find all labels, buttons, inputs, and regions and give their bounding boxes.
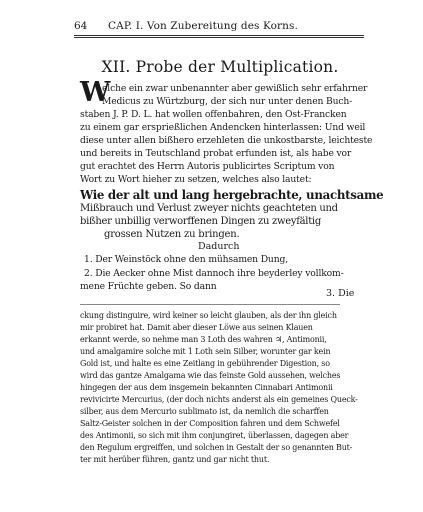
header-rule-double	[74, 37, 364, 38]
dadurch-label: Dadurch	[198, 241, 240, 252]
body-line: Medicus zu Würtzburg, der sich nur unter denen Buch-	[102, 96, 353, 107]
list-item: 1. Der Weinstöck ohne den mühsamen Dung,	[84, 254, 288, 265]
catchword: 3. Die	[326, 288, 355, 299]
body-line: diese unter allen bißhero erzehleten die unkostbarste, leichteste	[80, 135, 373, 146]
drop-cap: W	[80, 77, 111, 108]
body-line: staben J. P. D. L. hat wollen offenbahren, den Ost-Francken	[80, 109, 347, 120]
body-line: und bereits in Teutschland probat erfunden ist, als habe vor	[80, 148, 352, 159]
footnote-line: hingegen der aus dem insgemein bekannten Cinnabari Antimonii	[80, 383, 333, 392]
footnote-line: ckung distinguire, wird keiner so leicht glauben, als der ihn gleich	[80, 311, 337, 320]
footnote-line: Gold ist, und halte es eine Zeitlang in gebührender Digestion, so	[80, 359, 330, 368]
body-line: elche ein zwar unbenannter aber gewißlich sehr erfahrner	[102, 83, 368, 94]
section-title: XII. Probe der Multiplication.	[101, 58, 339, 76]
subheading-line: grossen Nutzen zu bringen.	[104, 229, 240, 240]
body-line: zu einem gar ersprießlichen Andencken hinterlassen: Und weil	[80, 122, 366, 133]
header-rule	[74, 35, 364, 36]
subheading-line: Mißbrauch und Verlust zweyer nichts geachteten und	[80, 203, 338, 214]
body-line: gut erachtet des Herrn Autoris publicirtes Scriptum von	[80, 161, 335, 172]
footnote-line: revivicirte Mercurius, (der doch nichts anderst als ein gemeines Queck-	[80, 395, 358, 404]
footnote-line: den Regulum ergreiffen, und solchen in Gestalt der so genannten But-	[80, 443, 353, 452]
footnote-line: silber, aus dem Mercurio sublimato ist, da nemlich die scharffen	[80, 407, 329, 416]
subheading-line: Wie der alt und lang hergebrachte, unachtsame	[80, 188, 384, 202]
body-line: Wort zu Wort hieher zu setzen, welches also lautet:	[80, 174, 312, 185]
footnote-line: mir probiret hat. Damit aber dieser Löwe aus seinen Klauen	[80, 323, 313, 332]
footnote-line: Saltz-Geister solchen in der Composition fahren und dem Schwefel	[80, 419, 340, 428]
footnote-line: des Antimonii, so sich mit ihm conjungiret, überlassen, dagegen aber	[80, 431, 349, 440]
footnote-line: und amalgamire solche mit 1 Loth sein Silber, worunter gar kein	[80, 347, 331, 356]
subheading-line: bißher unbillig verworffenen Dingen zu zweyfältig	[80, 216, 321, 227]
list-item: mene Früchte geben. So dann	[80, 281, 217, 292]
running-title: CAP. I. Von Zubereitung des Korns.	[108, 20, 298, 32]
footnote-rule	[80, 304, 340, 305]
footnote-line: ter mit herüber führen, gantz und gar nicht thut.	[80, 455, 270, 464]
list-item: 2. Die Aecker ohne Mist dannoch ihre beyderley vollkom-	[84, 268, 344, 279]
footnote-line: erkannt werde, so nehme man 3 Loth des wahren ♃, Antimonii,	[80, 335, 327, 344]
page-number: 64	[74, 20, 88, 32]
footnote-line: wird das gantze Amalgama wie das feinste Gold aussehen, welches	[80, 371, 341, 380]
page-header	[74, 20, 364, 36]
